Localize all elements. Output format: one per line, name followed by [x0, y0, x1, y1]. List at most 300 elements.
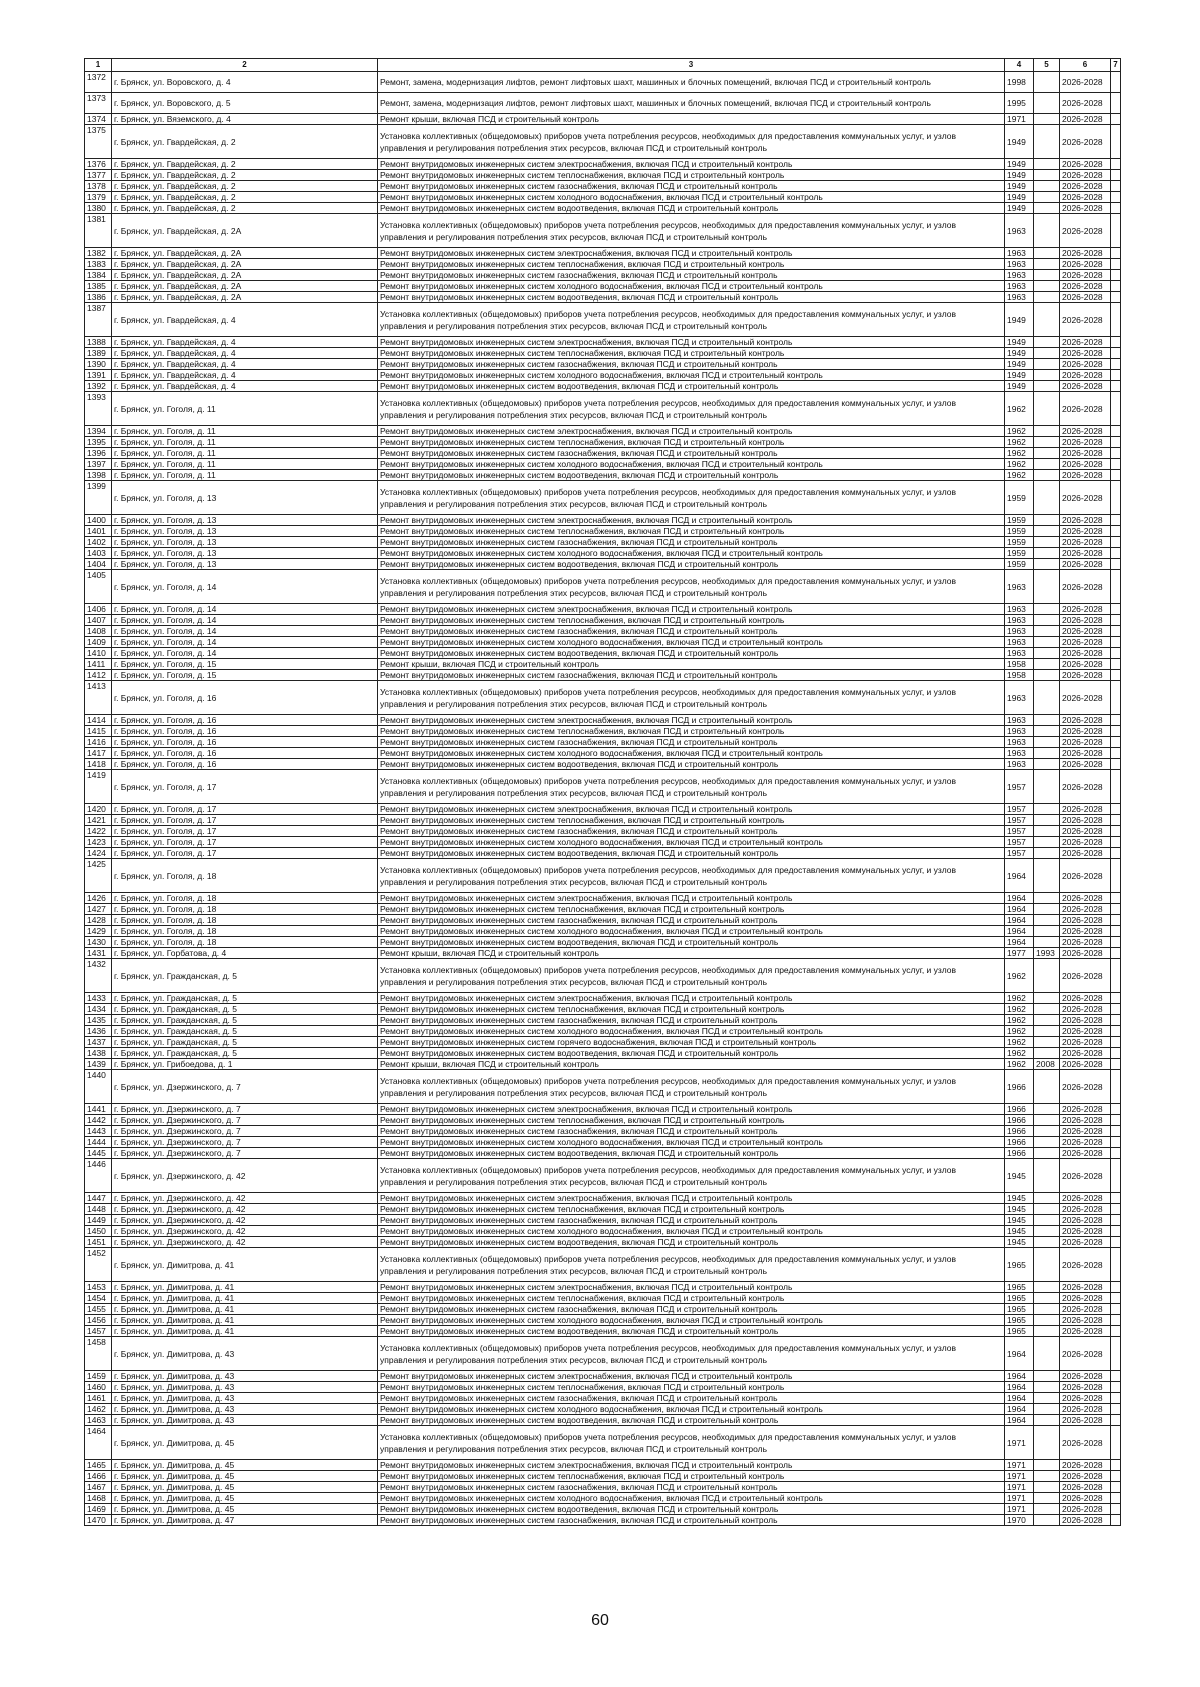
row-work-type: Ремонт внутридомовых инженерных систем водоотведения, включая ПСД и строительный контроль — [378, 1237, 1005, 1248]
row-planned-period: 2026-2028 — [1060, 1315, 1111, 1326]
row-work-type: Установка коллективных (общедомовых) приборов учета потребления ресурсов, необходимых для предоставления коммунальных услуг, и узлов управления и регулирования потребления этих ресурсов, включая ПСД и строительный контроль — [378, 481, 1005, 515]
row-year-built: 1963 — [1005, 681, 1034, 715]
row-col-7 — [1111, 1337, 1121, 1371]
row-year-built: 1958 — [1005, 670, 1034, 681]
table-row — [85, 214, 1121, 248]
row-work-type: Ремонт внутридомовых инженерных систем газоснабжения, включая ПСД и строительный контроль — [378, 181, 1005, 192]
row-number: 1413 — [85, 681, 112, 715]
row-planned-period: 2026-2028 — [1060, 904, 1111, 915]
row-number: 1398 — [85, 470, 112, 481]
row-work-type: Ремонт внутридомовых инженерных систем теплоснабжения, включая ПСД и строительный контроль — [378, 170, 1005, 181]
row-work-type: Ремонт внутридомовых инженерных систем газоснабжения, включая ПСД и строительный контроль — [378, 670, 1005, 681]
row-planned-period: 2026-2028 — [1060, 859, 1111, 893]
row-address: г. Брянск, ул. Димитрова, д. 43 — [112, 1371, 378, 1382]
row-work-type: Ремонт внутридомовых инженерных систем электроснабжения, включая ПСД и строительный контроль — [378, 1193, 1005, 1204]
table-row — [85, 959, 1121, 993]
row-year-last-repair — [1034, 1471, 1060, 1482]
row-planned-period: 2026-2028 — [1060, 1471, 1111, 1482]
row-address: г. Брянск, ул. Димитрова, д. 47 — [112, 1515, 378, 1526]
row-year-last-repair — [1034, 526, 1060, 537]
row-year-built: 1962 — [1005, 1026, 1034, 1037]
row-col-7 — [1111, 848, 1121, 859]
row-work-type: Ремонт внутридомовых инженерных систем электроснабжения, включая ПСД и строительный контроль — [378, 1104, 1005, 1115]
row-year-last-repair — [1034, 1215, 1060, 1226]
row-year-last-repair — [1034, 370, 1060, 381]
table-row — [85, 770, 1121, 804]
row-year-last-repair — [1034, 481, 1060, 515]
row-year-last-repair — [1034, 659, 1060, 670]
header-col-4: 4 — [1005, 59, 1034, 72]
row-number: 1397 — [85, 459, 112, 470]
row-planned-period: 2026-2028 — [1060, 1015, 1111, 1026]
row-year-built: 1962 — [1005, 459, 1034, 470]
row-work-type: Ремонт внутридомовых инженерных систем газоснабжения, включая ПСД и строительный контроль — [378, 1015, 1005, 1026]
row-year-built: 1966 — [1005, 1104, 1034, 1115]
row-address: г. Брянск, ул. Димитрова, д. 41 — [112, 1304, 378, 1315]
table-row — [85, 1126, 1121, 1137]
row-work-type: Ремонт внутридомовых инженерных систем водоотведения, включая ПСД и строительный контроль — [378, 1148, 1005, 1159]
row-work-type: Ремонт внутридомовых инженерных систем холодного водоснабжения, включая ПСД и строительный контроль — [378, 1226, 1005, 1237]
table-row — [85, 159, 1121, 170]
row-number: 1391 — [85, 370, 112, 381]
row-year-last-repair — [1034, 615, 1060, 626]
row-planned-period: 2026-2028 — [1060, 804, 1111, 815]
row-address: г. Брянск, ул. Димитрова, д. 41 — [112, 1326, 378, 1337]
row-year-built: 1965 — [1005, 1282, 1034, 1293]
row-work-type: Установка коллективных (общедомовых) приборов учета потребления ресурсов, необходимых для предоставления коммунальных услуг, и узлов управления и регулирования потребления этих ресурсов, включая ПСД и строительный контроль — [378, 570, 1005, 604]
table-row — [85, 181, 1121, 192]
row-work-type: Ремонт внутридомовых инженерных систем водоотведения, включая ПСД и строительный контроль — [378, 848, 1005, 859]
page-number: 60 — [591, 1612, 609, 1629]
row-number: 1439 — [85, 1059, 112, 1070]
row-col-7 — [1111, 1460, 1121, 1471]
table-row — [85, 937, 1121, 948]
row-col-7 — [1111, 281, 1121, 292]
row-work-type: Установка коллективных (общедомовых) приборов учета потребления ресурсов, необходимых для предоставления коммунальных услуг, и узлов управления и регулирования потребления этих ресурсов, включая ПСД и строительный контроль — [378, 1159, 1005, 1193]
row-planned-period: 2026-2028 — [1060, 759, 1111, 770]
row-number: 1422 — [85, 826, 112, 837]
row-work-type: Ремонт внутридомовых инженерных систем водоотведения, включая ПСД и строительный контроль — [378, 759, 1005, 770]
row-work-type: Ремонт внутридомовых инженерных систем холодного водоснабжения, включая ПСД и строительный контроль — [378, 1493, 1005, 1504]
row-number: 1470 — [85, 1515, 112, 1526]
row-year-last-repair — [1034, 1515, 1060, 1526]
table-row — [85, 1282, 1121, 1293]
row-year-last-repair — [1034, 1193, 1060, 1204]
row-address: г. Брянск, ул. Гоголя, д. 13 — [112, 526, 378, 537]
row-year-last-repair — [1034, 937, 1060, 948]
row-planned-period: 2026-2028 — [1060, 481, 1111, 515]
table-row — [85, 926, 1121, 937]
row-number: 1420 — [85, 804, 112, 815]
row-work-type: Установка коллективных (общедомовых) приборов учета потребления ресурсов, необходимых для предоставления коммунальных услуг, и узлов управления и регулирования потребления этих ресурсов, включая ПСД и строительный контроль — [378, 1070, 1005, 1104]
row-year-built: 1970 — [1005, 1515, 1034, 1526]
row-number: 1462 — [85, 1404, 112, 1415]
table-row — [85, 1204, 1121, 1215]
row-work-type: Ремонт внутридомовых инженерных систем теплоснабжения, включая ПСД и строительный контроль — [378, 1115, 1005, 1126]
row-year-last-repair — [1034, 259, 1060, 270]
table-row — [85, 948, 1121, 959]
row-year-built: 1965 — [1005, 1315, 1034, 1326]
row-year-built: 1959 — [1005, 481, 1034, 515]
row-year-built: 1964 — [1005, 926, 1034, 937]
row-work-type: Ремонт внутридомовых инженерных систем водоотведения, включая ПСД и строительный контроль — [378, 203, 1005, 214]
row-year-built: 1963 — [1005, 615, 1034, 626]
row-address: г. Брянск, ул. Гоголя, д. 14 — [112, 570, 378, 604]
row-planned-period: 2026-2028 — [1060, 1004, 1111, 1015]
row-number: 1403 — [85, 548, 112, 559]
row-number: 1469 — [85, 1504, 112, 1515]
table-row — [85, 448, 1121, 459]
row-col-7 — [1111, 715, 1121, 726]
row-number: 1447 — [85, 1193, 112, 1204]
table-row — [85, 1315, 1121, 1326]
row-number: 1399 — [85, 481, 112, 515]
row-address: г. Брянск, ул. Гоголя, д. 18 — [112, 904, 378, 915]
row-address: г. Брянск, ул. Дзержинского, д. 7 — [112, 1070, 378, 1104]
row-col-7 — [1111, 370, 1121, 381]
row-year-built: 1949 — [1005, 337, 1034, 348]
row-planned-period: 2026-2028 — [1060, 1304, 1111, 1315]
row-address: г. Брянск, ул. Гоголя, д. 16 — [112, 715, 378, 726]
row-planned-period: 2026-2028 — [1060, 848, 1111, 859]
row-col-7 — [1111, 348, 1121, 359]
row-year-built: 1963 — [1005, 748, 1034, 759]
row-year-last-repair — [1034, 470, 1060, 481]
row-year-last-repair — [1034, 670, 1060, 681]
row-planned-period: 2026-2028 — [1060, 715, 1111, 726]
row-year-built: 1963 — [1005, 570, 1034, 604]
row-year-built: 1962 — [1005, 1004, 1034, 1015]
row-year-last-repair — [1034, 959, 1060, 993]
table-row — [85, 359, 1121, 370]
table-row — [85, 659, 1121, 670]
row-col-7 — [1111, 459, 1121, 470]
row-col-7 — [1111, 1115, 1121, 1126]
row-address: г. Брянск, ул. Вяземского, д. 4 — [112, 114, 378, 125]
row-address: г. Брянск, ул. Гоголя, д. 17 — [112, 837, 378, 848]
row-address: г. Брянск, ул. Гвардейская, д. 2 — [112, 125, 378, 159]
table-row — [85, 1104, 1121, 1115]
row-year-built: 1957 — [1005, 848, 1034, 859]
row-number: 1427 — [85, 904, 112, 915]
row-planned-period: 2026-2028 — [1060, 1493, 1111, 1504]
table-row — [85, 1193, 1121, 1204]
row-year-built: 1962 — [1005, 993, 1034, 1004]
row-col-7 — [1111, 537, 1121, 548]
row-work-type: Ремонт внутридомовых инженерных систем газоснабжения, включая ПСД и строительный контроль — [378, 1393, 1005, 1404]
row-planned-period: 2026-2028 — [1060, 1460, 1111, 1471]
row-year-last-repair — [1034, 926, 1060, 937]
row-year-last-repair — [1034, 570, 1060, 604]
row-col-7 — [1111, 1326, 1121, 1337]
row-year-last-repair — [1034, 815, 1060, 826]
row-col-7 — [1111, 1415, 1121, 1426]
table-row — [85, 337, 1121, 348]
row-planned-period: 2026-2028 — [1060, 93, 1111, 114]
row-work-type: Ремонт внутридомовых инженерных систем водоотведения, включая ПСД и строительный контроль — [378, 559, 1005, 570]
table-row — [85, 604, 1121, 615]
row-work-type: Ремонт крыши, включая ПСД и строительный контроль — [378, 114, 1005, 125]
row-planned-period: 2026-2028 — [1060, 737, 1111, 748]
row-year-built: 1971 — [1005, 1504, 1034, 1515]
table-row — [85, 1471, 1121, 1482]
table-row — [85, 1059, 1121, 1070]
row-planned-period: 2026-2028 — [1060, 1282, 1111, 1293]
row-col-7 — [1111, 1126, 1121, 1137]
row-year-last-repair — [1034, 159, 1060, 170]
row-work-type: Ремонт внутридомовых инженерных систем водоотведения, включая ПСД и строительный контроль — [378, 1326, 1005, 1337]
row-work-type: Установка коллективных (общедомовых) приборов учета потребления ресурсов, необходимых для предоставления коммунальных услуг, и узлов управления и регулирования потребления этих ресурсов, включая ПСД и строительный контроль — [378, 859, 1005, 893]
row-year-last-repair — [1034, 1159, 1060, 1193]
row-year-last-repair — [1034, 337, 1060, 348]
row-address: г. Брянск, ул. Гоголя, д. 14 — [112, 615, 378, 626]
row-col-7 — [1111, 72, 1121, 93]
row-planned-period: 2026-2028 — [1060, 1504, 1111, 1515]
row-address: г. Брянск, ул. Гоголя, д. 16 — [112, 737, 378, 748]
row-year-last-repair — [1034, 203, 1060, 214]
row-planned-period: 2026-2028 — [1060, 1482, 1111, 1493]
row-year-built: 1962 — [1005, 1037, 1034, 1048]
row-planned-period: 2026-2028 — [1060, 1226, 1111, 1237]
row-year-last-repair — [1034, 537, 1060, 548]
row-planned-period: 2026-2028 — [1060, 1204, 1111, 1215]
row-number: 1401 — [85, 526, 112, 537]
row-work-type: Ремонт внутридомовых инженерных систем газоснабжения, включая ПСД и строительный контроль — [378, 1304, 1005, 1315]
row-year-last-repair — [1034, 459, 1060, 470]
row-address: г. Брянск, ул. Гражданская, д. 5 — [112, 959, 378, 993]
repair-program-table — [84, 58, 1121, 1526]
row-address: г. Брянск, ул. Дзержинского, д. 42 — [112, 1159, 378, 1193]
row-year-last-repair — [1034, 915, 1060, 926]
table-row — [85, 203, 1121, 214]
row-number: 1445 — [85, 1148, 112, 1159]
row-address: г. Брянск, ул. Гоголя, д. 11 — [112, 426, 378, 437]
row-year-built: 1963 — [1005, 214, 1034, 248]
table-row — [85, 1037, 1121, 1048]
table-row — [85, 125, 1121, 159]
row-address: г. Брянск, ул. Гвардейская, д. 2 — [112, 181, 378, 192]
row-planned-period: 2026-2028 — [1060, 604, 1111, 615]
row-col-7 — [1111, 659, 1121, 670]
row-year-last-repair — [1034, 270, 1060, 281]
row-address: г. Брянск, ул. Гоголя, д. 17 — [112, 848, 378, 859]
row-work-type: Установка коллективных (общедомовых) приборов учета потребления ресурсов, необходимых для предоставления коммунальных услуг, и узлов управления и регулирования потребления этих ресурсов, включая ПСД и строительный контроль — [378, 392, 1005, 426]
row-planned-period: 2026-2028 — [1060, 1515, 1111, 1526]
row-planned-period: 2026-2028 — [1060, 1237, 1111, 1248]
row-number: 1381 — [85, 214, 112, 248]
row-work-type: Ремонт внутридомовых инженерных систем газоснабжения, включая ПСД и строительный контроль — [378, 915, 1005, 926]
table-row — [85, 459, 1121, 470]
row-planned-period: 2026-2028 — [1060, 292, 1111, 303]
row-address: г. Брянск, ул. Димитрова, д. 45 — [112, 1471, 378, 1482]
row-year-last-repair — [1034, 548, 1060, 559]
table-row — [85, 114, 1121, 125]
row-year-last-repair — [1034, 1248, 1060, 1282]
row-year-built: 1966 — [1005, 1137, 1034, 1148]
row-number: 1405 — [85, 570, 112, 604]
header-col-5: 5 — [1034, 59, 1060, 72]
row-year-built: 1959 — [1005, 559, 1034, 570]
row-year-built: 1971 — [1005, 1460, 1034, 1471]
row-planned-period: 2026-2028 — [1060, 303, 1111, 337]
row-year-last-repair — [1034, 1315, 1060, 1326]
row-planned-period: 2026-2028 — [1060, 948, 1111, 959]
row-number: 1453 — [85, 1282, 112, 1293]
row-year-built: 1957 — [1005, 837, 1034, 848]
row-col-7 — [1111, 759, 1121, 770]
table-row — [85, 93, 1121, 114]
row-planned-period: 2026-2028 — [1060, 1248, 1111, 1282]
row-planned-period: 2026-2028 — [1060, 72, 1111, 93]
row-work-type: Ремонт, замена, модернизация лифтов, ремонт лифтовых шахт, машинных и блочных помещений, включая ПСД и строительный контроль — [378, 72, 1005, 93]
row-address: г. Брянск, ул. Гоголя, д. 11 — [112, 470, 378, 481]
table-row — [85, 837, 1121, 848]
row-year-built: 1963 — [1005, 648, 1034, 659]
row-year-built: 1949 — [1005, 303, 1034, 337]
row-work-type: Ремонт крыши, включая ПСД и строительный контроль — [378, 948, 1005, 959]
row-number: 1410 — [85, 648, 112, 659]
row-col-7 — [1111, 804, 1121, 815]
row-work-type: Ремонт внутридомовых инженерных систем теплоснабжения, включая ПСД и строительный контроль — [378, 904, 1005, 915]
table-row — [85, 170, 1121, 181]
table-row — [85, 1237, 1121, 1248]
row-address: г. Брянск, ул. Димитрова, д. 43 — [112, 1404, 378, 1415]
table-row — [85, 648, 1121, 659]
row-address: г. Брянск, ул. Димитрова, д. 45 — [112, 1426, 378, 1460]
row-planned-period: 2026-2028 — [1060, 1404, 1111, 1415]
row-col-7 — [1111, 1026, 1121, 1037]
row-work-type: Ремонт внутридомовых инженерных систем теплоснабжения, включая ПСД и строительный контроль — [378, 615, 1005, 626]
row-number: 1375 — [85, 125, 112, 159]
row-number: 1416 — [85, 737, 112, 748]
row-work-type: Ремонт внутридомовых инженерных систем водоотведения, включая ПСД и строительный контроль — [378, 470, 1005, 481]
row-planned-period: 2026-2028 — [1060, 1159, 1111, 1193]
table-row — [85, 993, 1121, 1004]
table-row — [85, 1382, 1121, 1393]
table-row — [85, 1415, 1121, 1426]
row-address: г. Брянск, ул. Дзержинского, д. 7 — [112, 1104, 378, 1115]
row-address: г. Брянск, ул. Димитрова, д. 43 — [112, 1382, 378, 1393]
row-number: 1460 — [85, 1382, 112, 1393]
row-number: 1415 — [85, 726, 112, 737]
row-year-last-repair — [1034, 72, 1060, 93]
row-number: 1446 — [85, 1159, 112, 1193]
row-work-type: Ремонт внутридомовых инженерных систем газоснабжения, включая ПСД и строительный контроль — [378, 626, 1005, 637]
row-work-type: Ремонт внутридомовых инженерных систем газоснабжения, включая ПСД и строительный контроль — [378, 1126, 1005, 1137]
table-row — [85, 1460, 1121, 1471]
table-row — [85, 526, 1121, 537]
table-row — [85, 915, 1121, 926]
row-work-type: Ремонт внутридомовых инженерных систем газоснабжения, включая ПСД и строительный контроль — [378, 826, 1005, 837]
table-row — [85, 1015, 1121, 1026]
row-address: г. Брянск, ул. Дзержинского, д. 7 — [112, 1126, 378, 1137]
row-address: г. Брянск, ул. Дзержинского, д. 42 — [112, 1193, 378, 1204]
row-planned-period: 2026-2028 — [1060, 637, 1111, 648]
row-year-last-repair — [1034, 292, 1060, 303]
row-work-type: Ремонт внутридомовых инженерных систем холодного водоснабжения, включая ПСД и строительный контроль — [378, 1315, 1005, 1326]
row-planned-period: 2026-2028 — [1060, 381, 1111, 392]
row-address: г. Брянск, ул. Гражданская, д. 5 — [112, 993, 378, 1004]
row-year-built: 1964 — [1005, 904, 1034, 915]
row-year-last-repair — [1034, 681, 1060, 715]
row-col-7 — [1111, 1382, 1121, 1393]
row-col-7 — [1111, 1482, 1121, 1493]
row-address: г. Брянск, ул. Гоголя, д. 16 — [112, 759, 378, 770]
row-work-type: Ремонт внутридомовых инженерных систем газоснабжения, включая ПСД и строительный контроль — [378, 270, 1005, 281]
row-planned-period: 2026-2028 — [1060, 526, 1111, 537]
table-row — [85, 1159, 1121, 1193]
row-col-7 — [1111, 1048, 1121, 1059]
row-year-built: 1966 — [1005, 1148, 1034, 1159]
row-year-last-repair — [1034, 181, 1060, 192]
row-planned-period: 2026-2028 — [1060, 459, 1111, 470]
row-work-type: Установка коллективных (общедомовых) приборов учета потребления ресурсов, необходимых для предоставления коммунальных услуг, и узлов управления и регулирования потребления этих ресурсов, включая ПСД и строительный контроль — [378, 681, 1005, 715]
row-work-type: Ремонт внутридомовых инженерных систем холодного водоснабжения, включая ПСД и строительный контроль — [378, 837, 1005, 848]
row-number: 1457 — [85, 1326, 112, 1337]
row-year-built: 1959 — [1005, 548, 1034, 559]
row-address: г. Брянск, ул. Гвардейская, д. 2 — [112, 170, 378, 181]
row-col-7 — [1111, 248, 1121, 259]
row-col-7 — [1111, 1237, 1121, 1248]
row-address: г. Брянск, ул. Гвардейская, д. 2 — [112, 192, 378, 203]
row-year-built: 1971 — [1005, 1426, 1034, 1460]
row-planned-period: 2026-2028 — [1060, 1415, 1111, 1426]
row-work-type: Ремонт внутридомовых инженерных систем холодного водоснабжения, включая ПСД и строительный контроль — [378, 281, 1005, 292]
row-address: г. Брянск, ул. Гоголя, д. 17 — [112, 815, 378, 826]
row-number: 1411 — [85, 659, 112, 670]
row-work-type: Ремонт крыши, включая ПСД и строительный контроль — [378, 1059, 1005, 1070]
table-row — [85, 1137, 1121, 1148]
row-number: 1463 — [85, 1415, 112, 1426]
row-address: г. Брянск, ул. Гоголя, д. 18 — [112, 915, 378, 926]
row-year-last-repair: 1993 — [1034, 948, 1060, 959]
row-planned-period: 2026-2028 — [1060, 214, 1111, 248]
row-year-built: 1949 — [1005, 159, 1034, 170]
row-address: г. Брянск, ул. Гоголя, д. 18 — [112, 859, 378, 893]
row-year-last-repair — [1034, 448, 1060, 459]
row-year-last-repair — [1034, 1004, 1060, 1015]
row-year-built: 1977 — [1005, 948, 1034, 959]
table-row — [85, 537, 1121, 548]
row-number: 1444 — [85, 1137, 112, 1148]
row-col-7 — [1111, 93, 1121, 114]
row-year-built: 1945 — [1005, 1204, 1034, 1215]
table-row — [85, 570, 1121, 604]
row-col-7 — [1111, 292, 1121, 303]
row-col-7 — [1111, 159, 1121, 170]
row-year-last-repair — [1034, 1104, 1060, 1115]
row-year-last-repair — [1034, 715, 1060, 726]
row-planned-period: 2026-2028 — [1060, 537, 1111, 548]
row-planned-period: 2026-2028 — [1060, 626, 1111, 637]
row-work-type: Ремонт внутридомовых инженерных систем газоснабжения, включая ПСД и строительный контроль — [378, 359, 1005, 370]
row-col-7 — [1111, 515, 1121, 526]
row-col-7 — [1111, 170, 1121, 181]
table-row — [85, 737, 1121, 748]
row-number: 1429 — [85, 926, 112, 937]
row-address: г. Брянск, ул. Гвардейская, д. 4 — [112, 381, 378, 392]
row-year-built: 1965 — [1005, 1293, 1034, 1304]
row-number: 1384 — [85, 270, 112, 281]
row-work-type: Ремонт внутридомовых инженерных систем газоснабжения, включая ПСД и строительный контроль — [378, 737, 1005, 748]
row-address: г. Брянск, ул. Димитрова, д. 41 — [112, 1293, 378, 1304]
table-row — [85, 748, 1121, 759]
row-number: 1441 — [85, 1104, 112, 1115]
row-year-last-repair — [1034, 1015, 1060, 1026]
row-year-built: 1962 — [1005, 448, 1034, 459]
row-col-7 — [1111, 470, 1121, 481]
row-address: г. Брянск, ул. Гоголя, д. 13 — [112, 559, 378, 570]
